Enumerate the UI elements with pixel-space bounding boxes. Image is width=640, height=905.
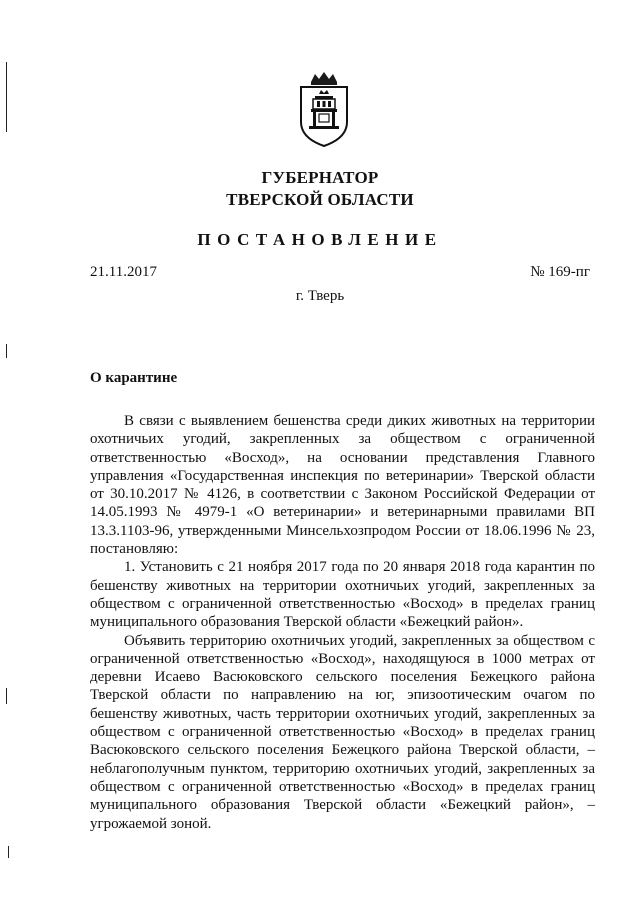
issuer-title: ГУБЕРНАТОР [261,168,379,187]
scan-artifact [6,688,7,704]
body-paragraph: Объявить территорию охотничьих угодий, закрепленных за обществом с ограниченной ответственностью «Восход», находящуюся в 1000 метрах от деревни Исаево Васюковского сельского поселения Бежецкого района Тверской области по направлению на юг, эпизоотическим очагом по бешенству животных, часть территории охотничьих угодий, закрепленных за обществом с ограниченной ответственностью «Восход» в пределах границ Васюковского сельского поселения Бежецкого района Тверской области, – неблагополучным пунктом, территорию охотничьих угодий, закрепленных за обществом с ограниченной ответственностью «Восход» в пределах границ муниципального образования Тверской области «Бежецкий район», – угрожаемой зоной. [90,632,595,832]
scan-artifact [8,846,9,858]
coat-of-arms-emblem [297,70,351,148]
document-number: № 169-пг [530,264,590,280]
document-body [90,412,595,833]
scan-artifact [6,344,7,358]
body-paragraph: В связи с выявлением бешенства среди диких животных на территории охотничьих угодий, закрепленных за обществом с ограниченной ответственностью «Восход», на основании представления Главного управления «Государственная инспекция по ветеринарии» Тверской области от 30.10.2017 № 4126, в соответствии с Законом Российской Федерации от 14.05.1993 № 4979-1 «О ветеринарии» и ветеринарными правилами ВП 13.3.1103-96, утвержденными Минсельхозпродом России от 18.06.1996 № 23, постановляю: [90,413,595,558]
document-subject: О карантине [90,370,178,386]
document-date: 21.11.2017 [90,264,157,280]
body-paragraph: 1. Установить с 21 ноября 2017 года по 20 января 2018 года карантин по бешенству животных на территории охотничьих угодий, закрепленных за обществом с ограниченной ответственностью «Восход» в пределах границ муниципального образования Тверской области «Бежецкий район». [90,559,595,631]
document-type: ПОСТАНОВЛЕНИЕ [197,230,443,249]
issuer-region: ТВЕРСКОЙ ОБЛАСТИ [226,190,414,209]
document-city: г. Тверь [295,288,345,304]
scan-artifact [6,62,7,132]
